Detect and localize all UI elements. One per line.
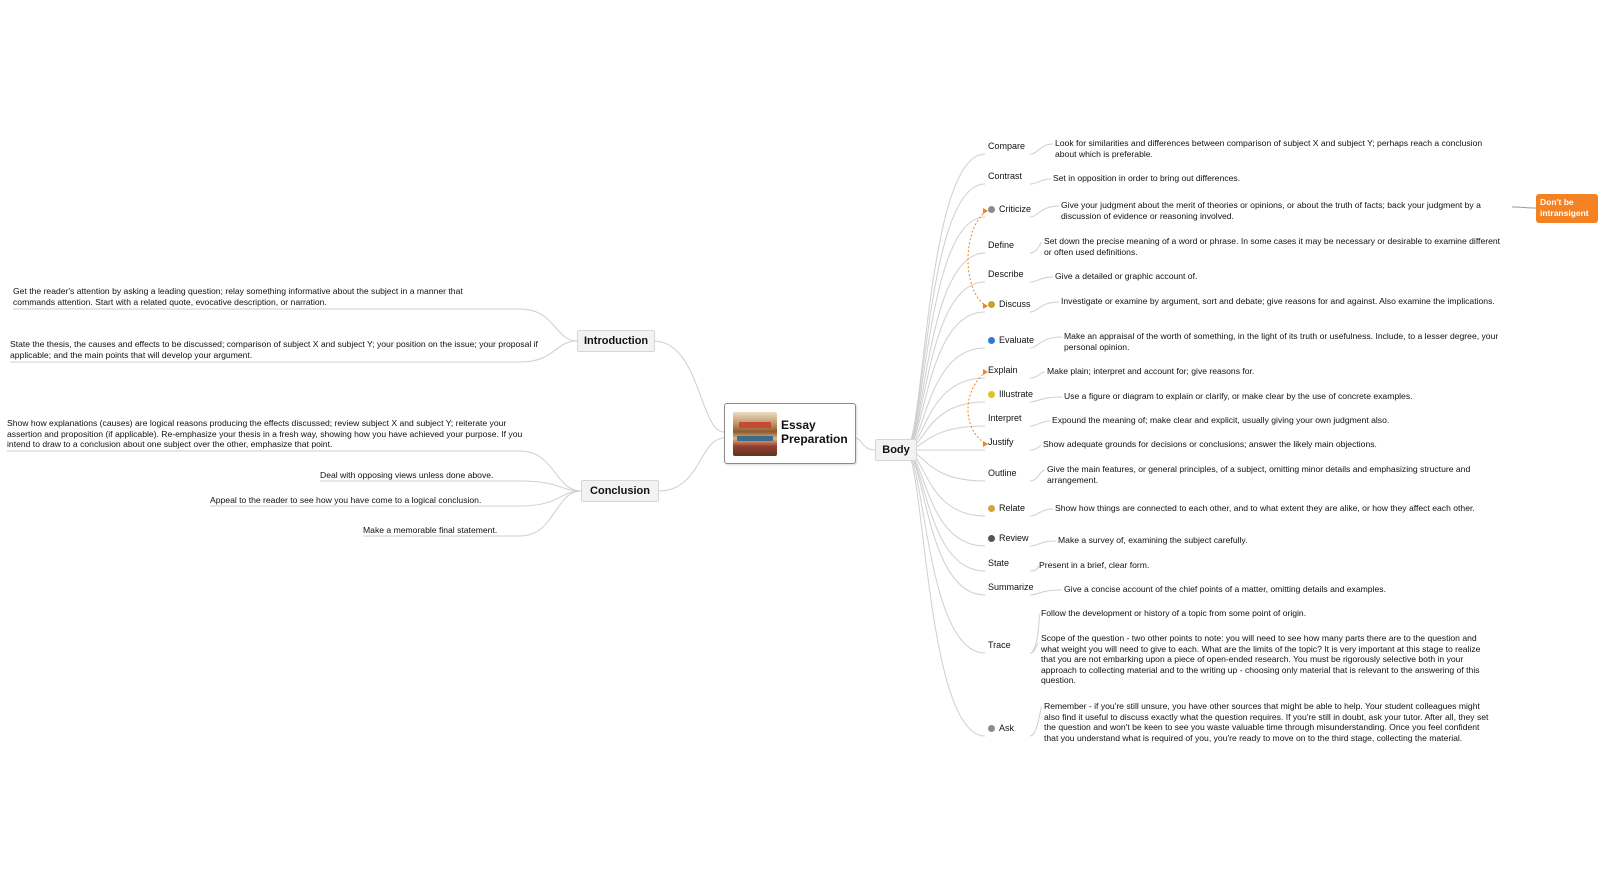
body-topic-label: Relate [999, 503, 1026, 513]
gear-icon [988, 206, 995, 213]
body-topic-description: Give your judgment about the merit of theories or opinions, or about the truth of facts; back your judgment by a discussion of evidence or reasoning involved. [1061, 200, 1481, 221]
connector-body-item [905, 217, 985, 450]
body-topic-label: Describe [988, 269, 1024, 279]
connector-item-description [1030, 397, 1062, 402]
body-topic-outline[interactable] [988, 468, 1017, 479]
body-topic-label: Ask [999, 723, 1015, 733]
body-topic-description: Present in a brief, clear form. [1039, 560, 1150, 570]
body-topic-description: Give a detailed or graphic account of. [1055, 271, 1198, 281]
branch-body[interactable]: Body [875, 439, 917, 461]
body-topic-description: Follow the development or history of a topic from some point of origin. [1041, 608, 1307, 618]
body-topic-label: Criticize [999, 204, 1032, 214]
body-topic-label: Illustrate [999, 389, 1034, 399]
body-topic-description: Give a concise account of the chief points of a matter, omitting details and examples. [1064, 584, 1386, 594]
body-topic-discuss[interactable] [988, 299, 1031, 310]
body-topic-relate[interactable] [988, 503, 1025, 514]
connector-item-description [1030, 614, 1039, 653]
body-topic-description: Give the main features, or general principles, of a subject, omitting minor details and emphasizing structure and arrangement. [1047, 464, 1471, 485]
body-topic-description: Set down the precise meaning of a word or phrase. In some cases it may be necessary or desirable to examine different or often used definitions. [1044, 236, 1501, 257]
body-topic-label: Define [988, 240, 1015, 250]
connector-item-description [1030, 144, 1053, 154]
connector-item-description [1030, 277, 1053, 282]
connector-item-description [1030, 445, 1041, 450]
body-topic-evaluate[interactable] [988, 335, 1034, 346]
body-topic-description: Make plain; interpret and account for; give reasons for. [1047, 366, 1255, 376]
body-topic-label: Summarize [988, 582, 1034, 592]
introduction-note: State the thesis, the causes and effects to be discussed; comparison of subject X and subject Y; your position on the issue; your proposal if applicable; and the main points that will develop your argument. [10, 339, 538, 360]
body-topic-description: Show adequate grounds for decisions or conclusions; answer the likely main objections. [1043, 439, 1377, 449]
connector-item-description [1030, 179, 1051, 184]
body-topic-ask[interactable] [988, 723, 1014, 734]
connector-item-description [1030, 421, 1050, 426]
body-topic-label: Outline [988, 468, 1017, 478]
body-topic-description: Use a figure or diagram to explain or clarify, or make clear by the use of concrete examples. [1064, 391, 1413, 401]
connector-item-description [1030, 509, 1053, 516]
connector-item-description [1030, 302, 1059, 312]
body-topic-illustrate[interactable] [988, 389, 1033, 400]
callout-dont-be-intransigent[interactable]: Don't be intransigent [1536, 194, 1598, 223]
branch-introduction[interactable]: Introduction [577, 330, 655, 352]
body-topic-compare[interactable] [988, 141, 1025, 152]
connector-central-introduction [655, 341, 724, 432]
gear-icon [988, 725, 995, 732]
body-topic-contrast[interactable] [988, 171, 1022, 182]
body-topic-description: Expound the meaning of; make clear and explicit, usually giving your own judgment also. [1052, 415, 1390, 425]
connector-body-item [905, 450, 985, 571]
branch-conclusion[interactable]: Conclusion [581, 480, 659, 502]
connector-item-description [1030, 707, 1042, 736]
connector-conclusion-note [320, 481, 581, 491]
body-topic-description: Look for similarities and differences between comparison of subject X and subject Y; perhaps reach a conclusion about which is preferable. [1055, 138, 1483, 159]
body-topic-trace[interactable] [988, 640, 1011, 651]
body-topic-review[interactable] [988, 533, 1029, 544]
body-topic-define[interactable] [988, 240, 1014, 251]
relationship-explain-justify [968, 372, 986, 444]
body-topic-label: Evaluate [999, 335, 1035, 345]
connector-body-item [905, 253, 985, 450]
relationship-criticize-discuss [968, 211, 986, 306]
connector-body-item [905, 282, 985, 450]
connector-item-description [1030, 470, 1045, 481]
body-topic-label: Justify [988, 437, 1014, 447]
body-topic-criticize[interactable] [988, 204, 1031, 215]
connector-body-item [905, 450, 985, 546]
connector-item-description [1030, 566, 1038, 571]
body-topic-label: Review [999, 533, 1029, 543]
body-topic-description: Show how things are connected to each other, and to what extent they are alike, or how they affect each other. [1055, 503, 1475, 513]
connector-item-description [1030, 372, 1045, 378]
body-topic-label: Compare [988, 141, 1026, 151]
people-icon [988, 301, 995, 308]
conclusion-note: Appeal to the reader to see how you have come to a logical conclusion. [210, 495, 482, 505]
connector-body-item [905, 450, 985, 516]
connector-introduction-note [13, 309, 577, 341]
connector-item-description [1030, 541, 1056, 546]
body-topic-description: Investigate or examine by argument, sort and debate; give reasons for and against. Also examine the implications. [1061, 296, 1495, 306]
body-topic-description: Set in opposition in order to bring out differences. [1053, 173, 1241, 183]
connector-item-description [1030, 206, 1059, 217]
body-topic-description: Make a survey of, examining the subject carefully. [1058, 535, 1248, 545]
connector-central-body [855, 438, 875, 450]
body-topic-justify[interactable] [988, 437, 1014, 448]
connector-body-item [905, 450, 985, 595]
stack-of-books-image [733, 412, 777, 456]
introduction-note: Get the reader's attention by asking a leading question; relay something informative about the subject in a manner that commands attention. Start with a related quote, evocative description, or narration. [13, 286, 463, 307]
hand-icon [988, 505, 995, 512]
body-topic-description: Make an appraisal of the worth of something, in the light of its truth or usefulness. Include, to a lesser degree, your personal opinion. [1064, 331, 1499, 352]
body-topic-description: Scope of the question - two other points to note: you will need to see how many parts there are to the question and what weight you will need to give to each. What are the limits of the topic? It is very important at this stage to realize that you are not embarking upon a piece of open-ended research. You must be rigorously selective both in your approach to collecting material and to the writing up - choosing only material that is relevant to the answering of this question. [1041, 633, 1481, 686]
connector-item-description [1030, 242, 1042, 253]
body-topic-state[interactable] [988, 558, 1009, 569]
body-topic-label: Explain [988, 365, 1018, 375]
central-topic[interactable] [724, 403, 856, 464]
connector-body-item [905, 184, 985, 450]
body-topic-label: Contrast [988, 171, 1023, 181]
connector-body-item [905, 312, 985, 450]
lightbulb-icon [988, 391, 995, 398]
body-topic-label: Discuss [999, 299, 1031, 309]
connector-central-conclusion [659, 438, 724, 491]
connector-body-item [905, 154, 985, 450]
connector-item-description [1030, 590, 1062, 595]
body-topic-label: Interpret [988, 413, 1022, 423]
conclusion-note: Deal with opposing views unless done above. [320, 470, 494, 480]
body-topic-label: Trace [988, 640, 1011, 650]
glasses-icon [988, 535, 995, 542]
arrow-up-icon [988, 337, 995, 344]
conclusion-note: Make a memorable final statement. [363, 525, 498, 535]
conclusion-note: Show how explanations (causes) are logical reasons producing the effects discussed; review subject X and subject Y; reiterate your assertion and proposition (if applicable). Re-emphasize your thesis in a fresh way, showing how you have achieved your purpose. If you intend to draw to a conclusion about one subject over the other, emphasize that point. [7, 418, 523, 450]
connector-body-item [905, 348, 985, 450]
central-topic-title: Essay Preparation [781, 418, 848, 446]
body-topic-interpret[interactable] [988, 413, 1022, 424]
body-topic-summarize[interactable] [988, 582, 1034, 593]
body-topic-describe[interactable] [988, 269, 1024, 280]
body-topic-explain[interactable] [988, 365, 1018, 376]
connector-body-item [905, 450, 985, 481]
connector-item-description [1030, 337, 1062, 348]
body-topic-description: Remember - if you're still unsure, you have other sources that might be able to help. Your student colleagues might also find it useful to discuss exactly what the question requires. If you're still in doubt, ask your tutor. After all, they set the question and won't be keen to see you waste valuable time through misunderstanding. Once you feel confident that you understand what is required of you, you're ready to move on to the third stage, collecting the material. [1044, 701, 1489, 743]
body-topic-label: State [988, 558, 1010, 568]
